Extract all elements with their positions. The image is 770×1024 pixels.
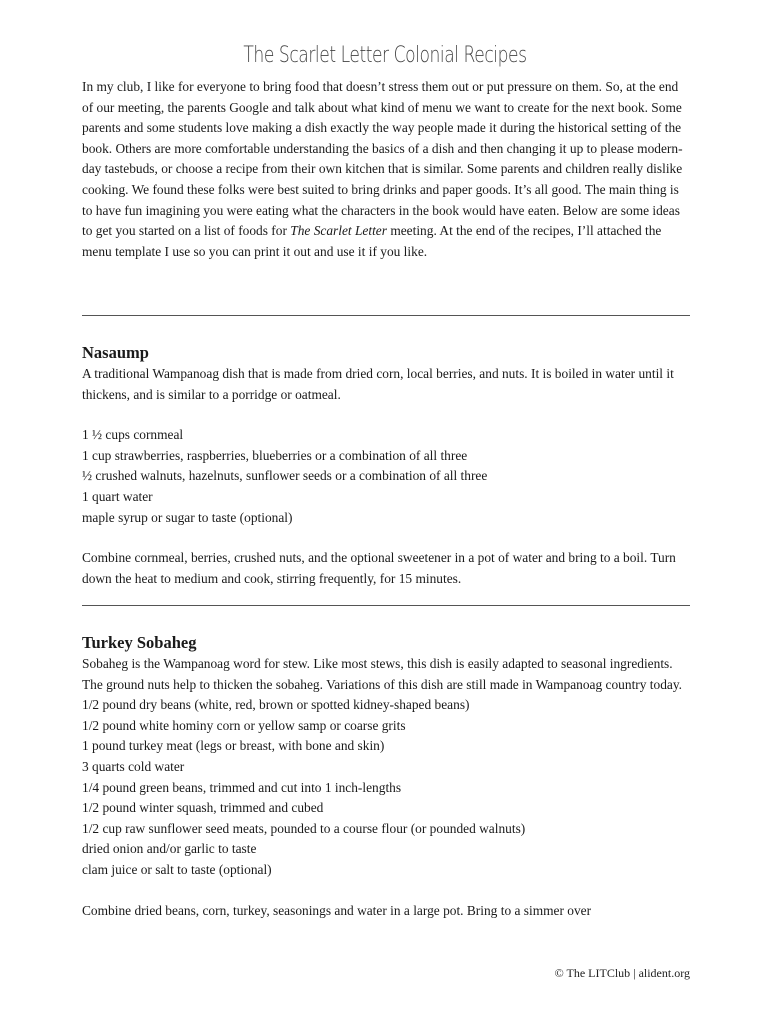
recipe-instructions: Combine dried beans, corn, turkey, seasonings and water in a large pot. Bring to a simmer over [82,902,592,918]
ingredient-item: ½ crushed walnuts, hazelnuts, sunflower seeds or a combination of all three [82,468,488,484]
ingredient-item: 1 pound turkey meat (legs or breast, with bone and skin) [82,738,385,754]
ingredient-item: 1/2 pound white hominy corn or yellow samp or coarse grits [82,717,406,733]
recipe-description: Sobaheg is the Wampanoag word for stew. Like most stews, this dish is easily adapted to seasonal ingredients. The ground nuts help to thicken the sobaheg. Variations of this dish are still made in Wampanoag country today. [82,656,683,692]
recipe-instructions: Combine cornmeal, berries, crushed nuts, and the optional sweetener in a pot of water and bring to a boil. Turn down the heat to medium and cook, stirring frequently, for 15 minutes. [82,550,676,586]
recipe-title: Turkey Sobaheg [82,633,197,652]
ingredient-item: 1 cup strawberries, raspberries, blueberries or a combination of all three [82,447,468,463]
intro-paragraph [82,77,692,262]
section-divider [82,605,690,606]
ingredient-item: maple syrup or sugar to taste (optional) [82,509,293,525]
ingredient-item: 1 quart water [82,488,153,504]
ingredient-list [82,425,692,528]
recipe-title: Nasaump [82,343,149,362]
ingredient-item: 1/2 cup raw sunflower seed meats, pounded to a course flour (or pounded walnuts) [82,820,526,836]
intro-book-title: The Scarlet Letter [290,223,387,239]
recipe-turkey-sobaheg [82,632,692,921]
page-footer: © The LITClub | alident.org [554,966,690,980]
intro-text-before: In my club, I like for everyone to bring food that doesn’t stress them out or put pressure on them. So, at the end of our meeting, the parents Google and talk about what kind of menu we want to create for the next book. Some parents and some students love making a dish exactly the way people made it during the historical setting of the book. Others are more comfortable understanding the basics of a dish and then changing it up to please modern-day tastebuds, or choose a recipe from their own kitchen that is similar. Some parents and children really dislike cooking. We found these folks were best suited to bring drinks and paper goods. It’s all good. The main thing is to have fun imagining you were eating what the characters in the book would have eaten. Below are some ideas to get you started on a list of foods for [82,79,683,239]
intro-text [82,77,692,262]
intro-text-after: meeting. At the end of the recipes, I’ll attached the menu template I use so you can print it out and use it if you like. [82,223,662,259]
ingredient-list [82,695,692,880]
ingredient-item: 3 quarts cold water [82,758,185,774]
ingredient-item: 1/4 pound green beans, trimmed and cut into 1 inch-lengths [82,779,402,795]
ingredient-item: dried onion and/or garlic to taste [82,841,257,857]
ingredient-item: 1/2 pound dry beans (white, red, brown or spotted kidney-shaped beans) [82,697,470,713]
ingredient-item: 1 ½ cups cornmeal [82,427,184,443]
document-title: The Scarlet Letter Colonial Recipes [243,43,527,68]
recipe-nasaump [82,342,692,589]
ingredient-item: 1/2 pound winter squash, trimmed and cubed [82,800,324,816]
ingredient-item: clam juice or salt to taste (optional) [82,861,272,877]
section-divider [82,315,690,316]
recipe-description: A traditional Wampanoag dish that is made from dried corn, local berries, and nuts. It is boiled in water until it thickens, and is similar to a porridge or oatmeal. [82,366,674,402]
